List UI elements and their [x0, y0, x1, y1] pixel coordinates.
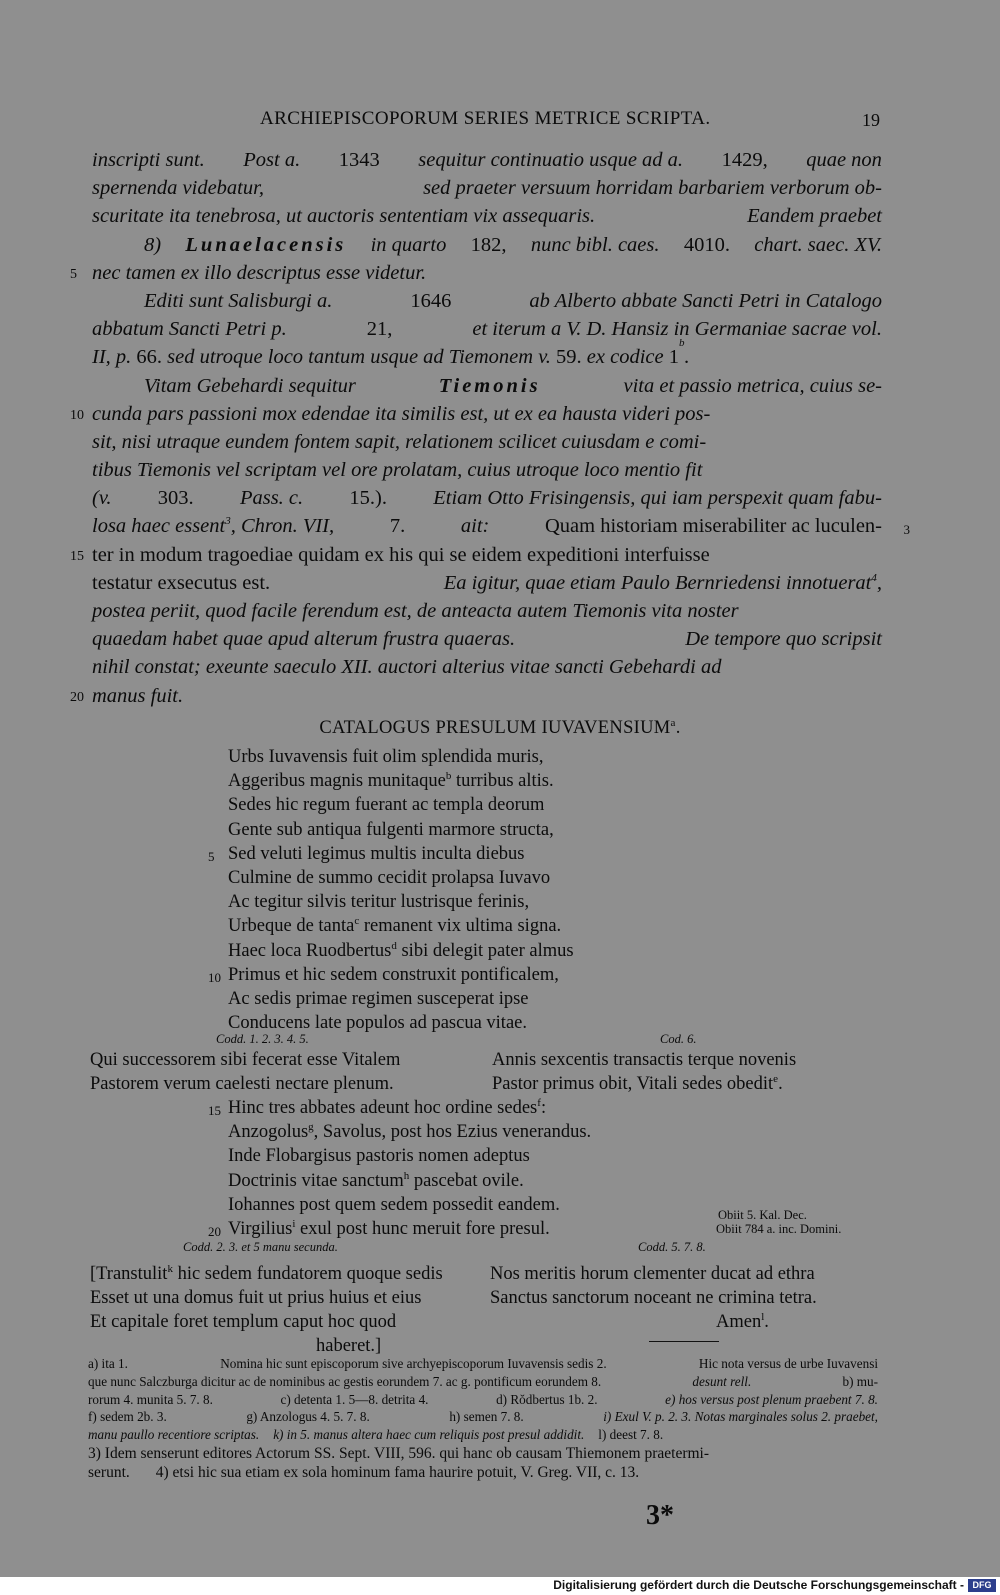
verse-number: 10 [208, 969, 221, 985]
prose-line: nihil constat; exeunte saeculo XII. auctori alterius vitae sancti Gebehardi ad [92, 656, 722, 679]
catalog-title: CATALOGUS PRESULUM IUVAVENSIUM$^a$. [319, 716, 681, 738]
prose-line: (v. 303. Pass. c. 15.). Etiam Otto Frisingensis, qui iam perspexit quam fabu- [92, 487, 882, 510]
footnote-line: serunt. 4) etsi hic sua etiam ex sola hominum fama haurire potuit, V. Greg. VII, c. 13. [88, 1463, 640, 1481]
bracketed-verses: [Transtulit$^k$ hic sedem fundatorem quoque sedis Esset ut una domus fuit ut prius huius et eius Et capitale foret templum caput hoc quod haberet.] [90, 1262, 443, 1356]
footnote-line: manu paullo recentiore scriptas. k) in 5. manus altera haec cum reliquis post presul addidit. l) deest 7. 8. [88, 1427, 664, 1443]
prose-line: 10 cunda pars passioni mox edendae ita similis est, ut ex ea hausta videri pos- [92, 400, 882, 428]
prose-line: Editi sunt Salisburgi a. 1646 ab Alberto abbate Sancti Petri in Catalogo [144, 289, 882, 312]
verse-line: Sedes hic regum fuerant ac templa deorum [228, 795, 545, 816]
prose-line: abbatum Sancti Petri p. 21, et iterum a V. D. Hansiz in Germaniae sacrae vol. [92, 318, 882, 341]
verse-line: 5 Sed veluti legimus multis inculta diebus [228, 842, 574, 866]
prose-line: Vitam Gebehardi sequitur Tiemonis vita et passio metrica, cuius se- [144, 374, 882, 397]
prose-line: losa haec essent$^3$, Chron. VII, 7. ait: Quam historiam miserabiliter ac luculen- 3 [92, 512, 882, 540]
poem-verses [208, 745, 574, 1035]
prose-line: 5 nec tamen ex illo descriptus esse videtur. [92, 259, 882, 287]
prose-line: tibus Tiemonis vel scriptam vel ore prolatam, cuius utroque loco mentio fit [92, 459, 703, 482]
prose-line: scuritate ita tenebrosa, ut auctoris sententiam vix assequaris. Eandem praebet [92, 205, 882, 228]
prose-line: sit, nisi utraque eundem fontem sapit, relationem scilicet cuiusdam e comi- [92, 430, 707, 453]
digitization-footer [0, 1577, 1000, 1595]
codices-label: Codd. 1. 2. 3. 4. 5. [216, 1032, 309, 1046]
verse-line: Urbs Iuvavensis fuit olim splendida muris, [228, 747, 544, 767]
footnote-line: f) sedem 2b. 3. g) Anzologus 4. 5. 7. 8. h) semen 7. 8. i) Exul V. p. 2. 3. Notas marginales solus 2. praebet, [88, 1409, 878, 1425]
verse-line: Culmine de summo cecidit prolapsa Iuvavo [228, 867, 551, 888]
line-number: 15 [70, 548, 84, 564]
verse-line: Gente sub antiqua fulgenti marmore structa, [228, 819, 554, 840]
prose-line: spernenda videbatur, sed praeter versuum horridam barbariem verborum ob- [92, 177, 882, 200]
verse-line: Ac sedis primae regimen susceperat ipse [228, 988, 529, 1009]
footnote-line: rorum 4. munita 5. 7. 8. c) detenta 1. 5—8. detrita 4. d) Rŏdbertus 1b. 2. e) hos versus post plenum praebent 7. 8. [88, 1391, 878, 1407]
divider [649, 1341, 719, 1342]
margin-note: 3 [903, 522, 910, 538]
codices-label: Codd. 2. 3. et 5 manu secunda. [183, 1240, 338, 1254]
prose-line: testatur exsecutus est. Ea igitur, quae etiam Paulo Bernriedensi innotuerat$^4$, [92, 571, 882, 594]
prose-line: inscripti sunt. Post a. 1343 sequitur continuatio usque ad a. 1429, quae non [92, 149, 882, 171]
variant-right: Annis sexcentis transactis terque novenis Pastor primus obit, Vitali sedes obedit$^e$. [492, 1050, 797, 1094]
verse-number: 5 [208, 848, 215, 864]
verse-line: Ac tegitur silvis teritur lustrisque ferinis, [228, 892, 530, 913]
line-number: 10 [70, 407, 84, 423]
signature-mark: 3* [646, 1500, 674, 1531]
verse-number: 15 [208, 1103, 221, 1118]
closing-verses: Nos meritis horum clementer ducat ad ethra Sanctus sanctorum noceant ne crimina tetra. Amen$^l$. [490, 1264, 817, 1332]
line-number: 5 [70, 266, 77, 282]
verse-line: Inde Flobargisus pastoris nomen adeptus [228, 1146, 530, 1167]
dfg-logo-icon: DFG [968, 1579, 996, 1592]
prose-line: postea periit, quod facile ferendum est, de anteacta autem Tiemonis vita noster [92, 600, 739, 622]
verse-line: Haec loca Ruodbertus$^d$ sibi delegit pater almus [228, 939, 574, 961]
codices-label: Codd. 5. 7. 8. [638, 1240, 706, 1254]
prose-line: 8) Lunaelacensis in quarto 182, nunc bibl. caes. 4010. chart. saec. XV. [144, 233, 882, 256]
page-number: 19 [862, 110, 880, 130]
verse-line: Anzogolus$^g$, Savolus, post hos Ezius venerandus. [228, 1121, 592, 1143]
prose-line: 15 ter in modum tragoediae quidam ex his qui se eidem expeditioni interfuisse [92, 541, 882, 569]
verse-number: 20 [208, 1223, 221, 1239]
footnotes [88, 1355, 878, 1482]
marginal-note-obiit: Obiit 5. Kal. Dec. Obiit 784 a. inc. Domini. [716, 1208, 842, 1236]
page-header [0, 108, 1000, 138]
verse-line: 10 Primus et hic sedem construxit pontificalem, [228, 963, 574, 987]
line-number: 20 [70, 689, 84, 705]
verse-line: Urbeque de tanta$^c$ remanent vix ultima signa. [228, 915, 562, 937]
verse-line: 15 Hinc tres abbates adeunt hoc ordine sedes$^f$: [228, 1096, 591, 1120]
footer-credit: Digitalisierung gefördert durch die Deutsche Forschungsgemeinschaft - [553, 1578, 964, 1592]
prose-line: 20 manus fuit. [92, 682, 882, 710]
verse-line: Doctrinis vitae sanctum$^h$ pascebat ovile. [228, 1169, 524, 1191]
footnote-line: que nunc Salczburga dicitur ac de nominibus ac gestis eorundem 7. ac g. pontificum eorundem 8. desunt rell. b) mu- [88, 1373, 878, 1389]
introduction-text [70, 146, 910, 710]
prose-line: II, p. 66. sed utroque loco tantum usque ad Tiemonem v. 59. ex codice 1 b . [92, 337, 690, 369]
running-title: ARCHIEPISCOPORUM SERIES METRICE SCRIPTA. [260, 108, 711, 129]
verse-line: Aggeribus magnis munitaque$^b$ turribus altis. [228, 770, 554, 792]
codices-label: Cod. 6. [660, 1032, 697, 1046]
variant-left: Qui successorem sibi fecerat esse Vitalem Pastorem verum caelesti nectare plenum. [90, 1050, 401, 1094]
footnote-line: a) ita 1. Nomina hic sunt episcoporum sive archyepiscoporum Iuvavensis sedis 2. Hic nota versus de urbe Iuvavensi [88, 1356, 878, 1371]
footnote-line: 3) Idem senserunt editores Actorum SS. Sept. VIII, 596. qui hanc ob causam Thiemonem praetermi- [88, 1444, 710, 1462]
verse-line: Conducens late populos ad pascua vitae. [228, 1013, 527, 1034]
prose-line: quaedam habet quae apud alterum frustra quaeras. De tempore quo scripsit [92, 628, 882, 651]
verse-line: Iohannes post quem sedem possedit eandem. [228, 1194, 560, 1215]
poem-verses-continued [208, 1096, 592, 1241]
verse-line: 20 Virgilius$^i$ exul post hunc meruit fore presul. [228, 1217, 591, 1241]
